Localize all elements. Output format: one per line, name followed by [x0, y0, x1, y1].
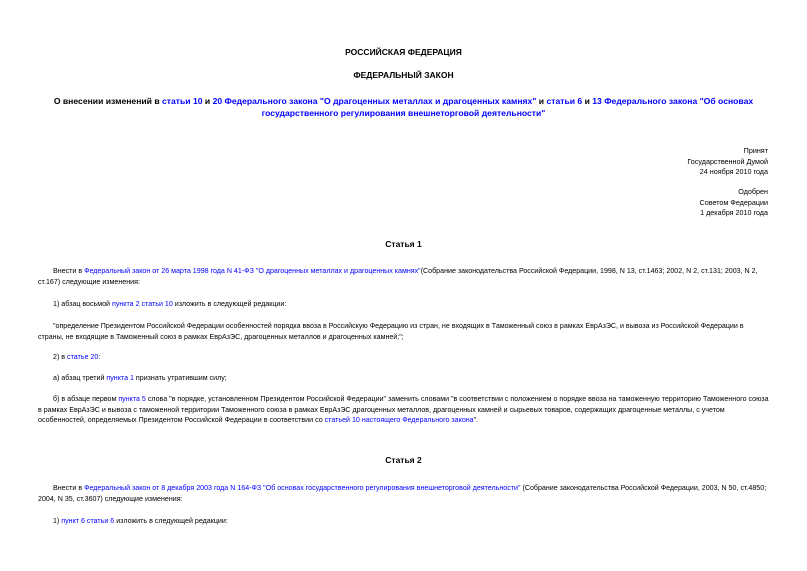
link-point-5[interactable]: пункта 5 — [118, 395, 146, 403]
article-1-item-1: 1) абзац восьмой пункта 2 статьи 10 изложить в следующей редакции: — [53, 300, 287, 308]
link-law-41-fz[interactable]: Федеральный закон от 26 марта 1998 года N 41-ФЗ "О драгоценных металлах и драгоценных камнях" — [84, 267, 421, 275]
country-heading: РОССИЙСКАЯ ФЕДЕРАЦИЯ — [345, 47, 462, 57]
council-approval: Одобрен Советом Федерации 1 декабря 2010 года — [699, 187, 768, 217]
link-article-6[interactable]: статьи 6 — [546, 96, 583, 106]
law-type-heading: ФЕДЕРАЛЬНЫЙ ЗАКОН — [353, 70, 454, 80]
link-article-20[interactable]: статье 20 — [67, 353, 99, 361]
article-1-quote: "определение Президентом Российской Федерации особенностей порядка ввоза в Российскую Федерацию из стран, не входящих в Таможенный союз в рамках ЕврАзЭС, и вывоза из Российской Федерации в страны, не входящие в Таможенный союз в рамках ЕврАзЭС, драгоценных металлов и драгоценных камней;"; — [38, 322, 744, 341]
link-article-20-precious-metals-law[interactable]: 20 Федерального закона "О драгоценных металлах и драгоценных камнях" — [212, 96, 537, 106]
article-1-item-2: 2) в статье 20: — [53, 353, 101, 361]
article-1-subitem-b: б) в абзаце первом пункта 5 слова "в порядке, установленном Президентом Российской Федерации" заменить словами "в соответствии с положением о порядке ввоза на таможенную территорию Таможенного союза в рамках ЕврАзЭС и вывоза с таможенной территории Таможенного союза в рамках ЕврАзЭС драгоценных металлов, драгоценных камней и сырьевых товаров, содержащих драгоценные металлы, с учетом особенностей, определяемых Президентом Российской Федерации в соответствии со статьей 10 настоящего Федерального закона". — [38, 395, 769, 424]
link-law-164-fz[interactable]: Федеральный закон от 8 декабря 2003 года N 164-ФЗ "Об основах государственного регулирования внешнеторговой деятельности" — [84, 484, 521, 492]
link-point-6-article-6[interactable]: пункт 6 статьи 6 — [61, 517, 115, 525]
article-1-intro: Внести в Федеральный закон от 26 марта 1998 года N 41-ФЗ "О драгоценных металлах и драгоценных камнях"(Собрание законодательства Российской Федерации, 1998, N 13, ст.1463; 2002, N 2, ст.131; 2003, N 2, ст.167) следующие изменения: — [38, 267, 758, 286]
article-1-heading: Статья 1 — [385, 239, 422, 249]
article-2-heading: Статья 2 — [385, 455, 422, 465]
law-title: О внесении изменений в статьи 10 и 20 Федерального закона "О драгоценных металлах и драгоценных камнях" и статьи 6 и 13 Федерального закона "Об основах государственного регулирования внешнеторговой деятельности" — [53, 96, 754, 118]
duma-acceptance: Принят Государственной Думой 24 ноября 2010 года — [687, 146, 768, 176]
article-2-item-1: 1) пункт 6 статьи 6 изложить в следующей редакции: — [53, 517, 228, 525]
link-article-10[interactable]: статьи 10 — [162, 96, 203, 106]
link-point-1[interactable]: пункта 1 — [106, 374, 134, 382]
article-1-subitem-a: а) абзац третий пункта 1 признать утратившим силу; — [53, 374, 227, 382]
link-point-2-article-10[interactable]: пункта 2 статьи 10 — [112, 300, 173, 308]
link-article-10-this-law[interactable]: статьей 10 настоящего Федерального закона — [324, 416, 474, 424]
article-2-intro: Внести в Федеральный закон от 8 декабря 2003 года N 164-ФЗ "Об основах государственного регулирования внешнеторговой деятельности" (Собрание законодательства Российской Федерации, 2003, N 50, ст.4850; 2004, N 35, ст.3607) следующие изменения: — [38, 484, 767, 503]
link-article-13-foreign-trade-law[interactable]: 13 Федерального закона "Об основах государственного регулирования внешнеторговой деятельности" — [261, 96, 754, 118]
